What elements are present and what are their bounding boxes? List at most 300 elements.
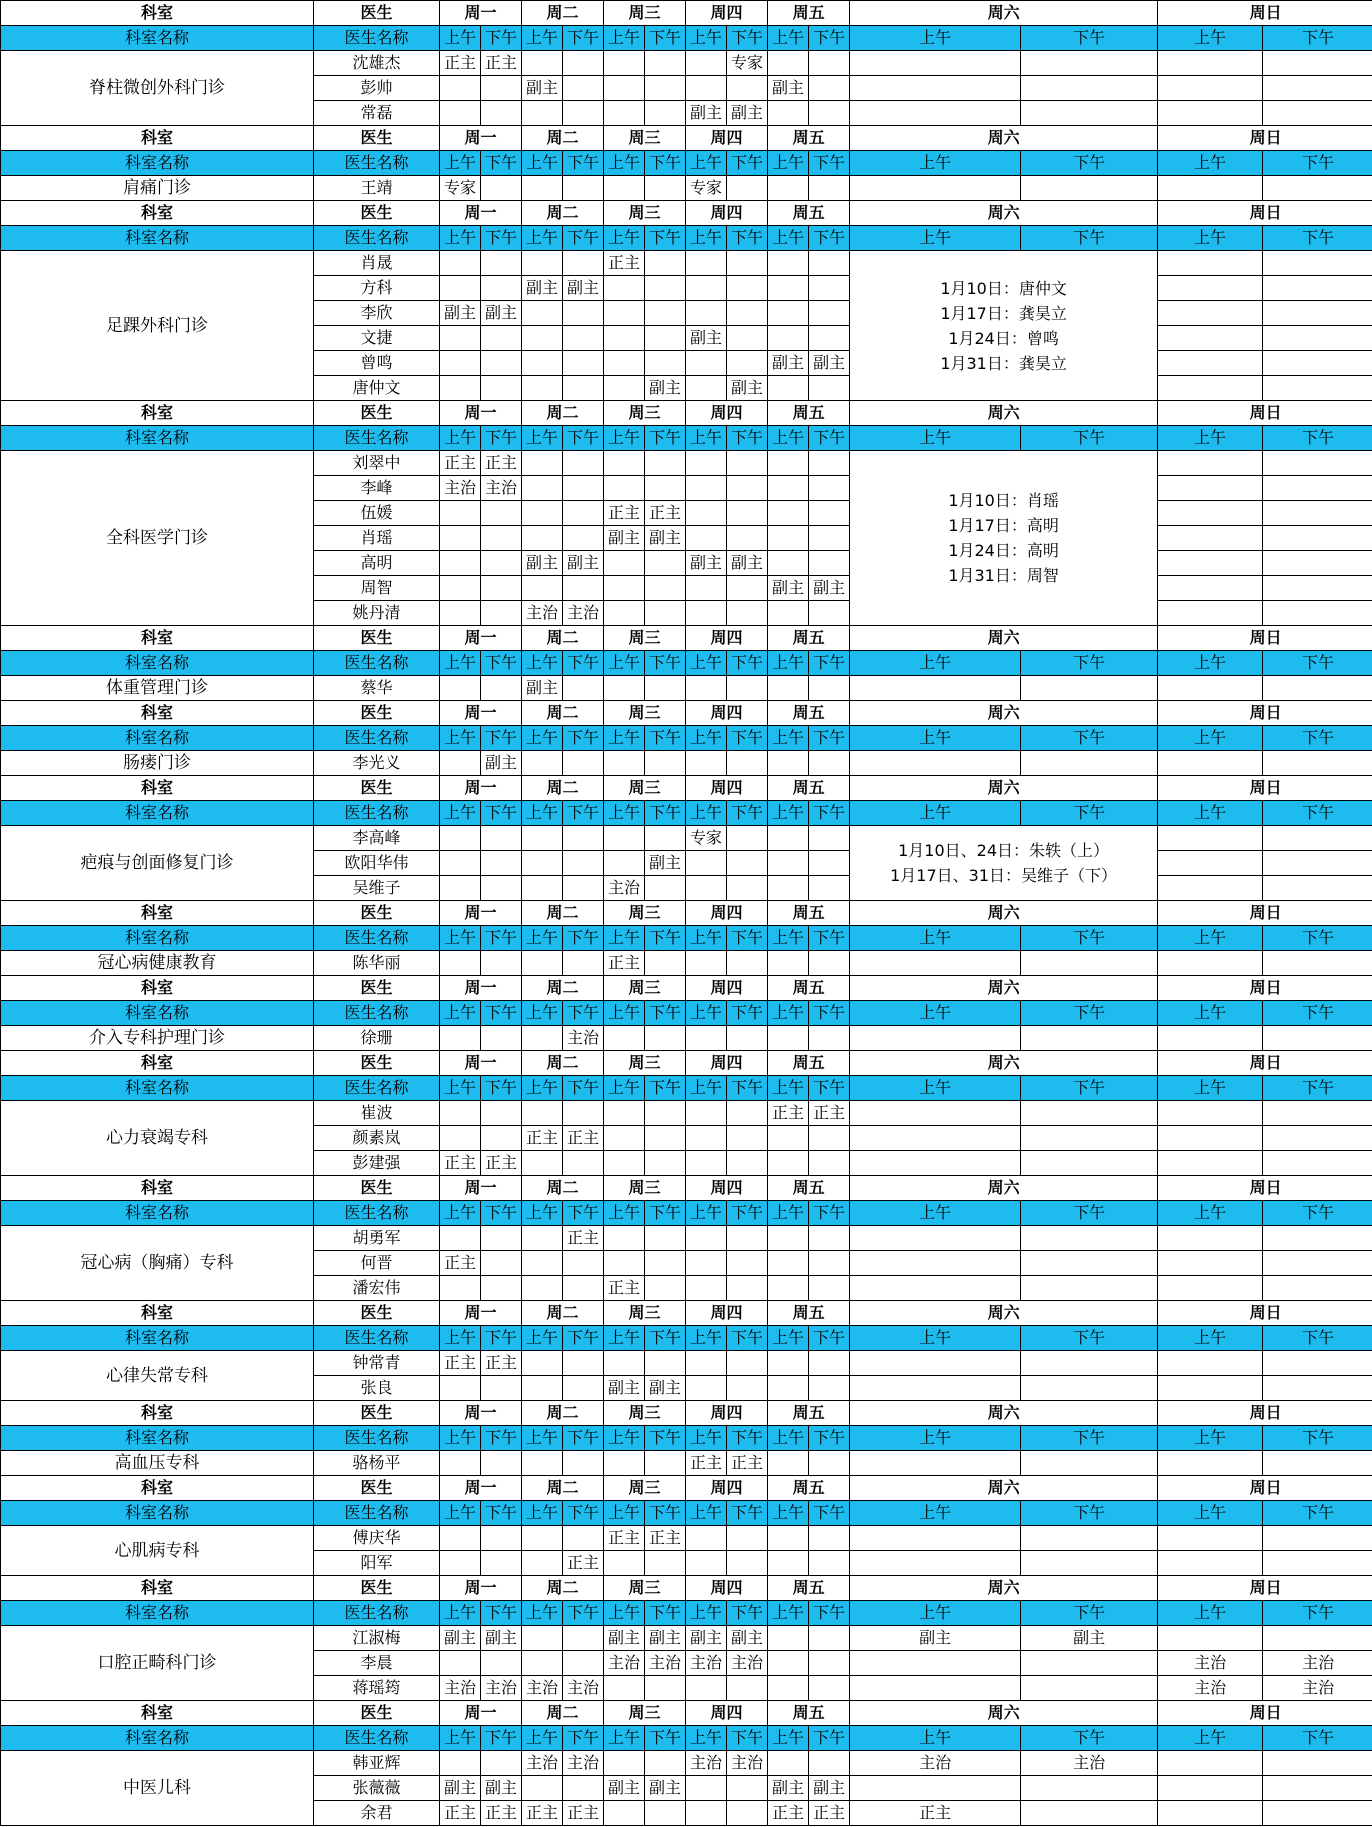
slot-cell — [850, 101, 1021, 126]
slot-cell — [727, 76, 768, 101]
slot-cell: 正主 — [563, 1226, 604, 1251]
slot-cell — [809, 676, 850, 701]
section-header-row — [1, 701, 1372, 726]
slot-cell: 副主 — [645, 1626, 686, 1651]
slot-cell — [440, 251, 481, 276]
subheader-pm: 下午 — [809, 1326, 850, 1351]
header-day: 周五 — [768, 401, 850, 426]
slot-cell — [481, 951, 522, 976]
slot-cell: 副主 — [563, 276, 604, 301]
slot-cell — [522, 1226, 563, 1251]
subheader-am: 上午 — [686, 1001, 727, 1026]
slot-cell — [768, 501, 809, 526]
slot-cell — [809, 276, 850, 301]
slot-cell — [727, 1801, 768, 1826]
slot-cell: 正主 — [481, 1351, 522, 1376]
slot-cell — [440, 826, 481, 851]
doctor-name: 彭帅 — [314, 76, 440, 101]
subheader-pm: 下午 — [645, 1076, 686, 1101]
department-name: 心力衰竭专科 — [1, 1101, 314, 1176]
slot-cell — [604, 826, 645, 851]
subheader-pm: 下午 — [1263, 151, 1372, 176]
slot-cell — [768, 276, 809, 301]
slot-cell: 副主 — [604, 1626, 645, 1651]
slot-cell — [481, 351, 522, 376]
slot-cell — [809, 876, 850, 901]
slot-cell — [1263, 451, 1372, 476]
header-day: 周六 — [850, 1701, 1158, 1726]
slot-cell — [1021, 1676, 1158, 1701]
slot-cell — [1263, 551, 1372, 576]
slot-cell — [686, 351, 727, 376]
subheader-pm: 下午 — [809, 426, 850, 451]
slot-cell — [563, 476, 604, 501]
slot-cell: 正主 — [522, 1126, 563, 1151]
header-dept: 科室 — [1, 626, 314, 651]
slot-cell — [850, 1526, 1021, 1551]
slot-cell — [850, 51, 1021, 76]
doctor-name: 钟常青 — [314, 1351, 440, 1376]
subheader-dept-name: 科室名称 — [1, 801, 314, 826]
slot-cell — [768, 1651, 809, 1676]
subheader-am: 上午 — [850, 1076, 1021, 1101]
slot-cell — [1263, 601, 1372, 626]
header-day: 周六 — [850, 776, 1158, 801]
slot-cell — [1158, 951, 1263, 976]
subheader-am: 上午 — [522, 151, 563, 176]
subheader-am: 上午 — [604, 1501, 645, 1526]
slot-cell — [522, 451, 563, 476]
subheader-pm: 下午 — [1021, 1601, 1158, 1626]
slot-cell — [1021, 1376, 1158, 1401]
slot-cell: 主治 — [481, 1676, 522, 1701]
slot-cell — [850, 751, 1021, 776]
slot-cell — [481, 876, 522, 901]
slot-cell — [686, 476, 727, 501]
slot-cell — [440, 1276, 481, 1301]
slot-cell — [1263, 1026, 1372, 1051]
slot-cell — [440, 851, 481, 876]
slot-cell — [686, 301, 727, 326]
header-day: 周四 — [686, 701, 768, 726]
subheader-am: 上午 — [768, 1201, 809, 1226]
slot-cell — [768, 301, 809, 326]
subheader-pm: 下午 — [1021, 1076, 1158, 1101]
doctor-row — [1, 1351, 1372, 1376]
slot-cell — [645, 1251, 686, 1276]
subheader-am: 上午 — [1158, 151, 1263, 176]
slot-cell — [727, 301, 768, 326]
doctor-name: 高明 — [314, 551, 440, 576]
header-day: 周一 — [440, 901, 522, 926]
header-day: 周三 — [604, 1401, 686, 1426]
subheader-pm: 下午 — [1263, 26, 1372, 51]
slot-cell — [1263, 1776, 1372, 1801]
slot-cell — [850, 1676, 1021, 1701]
slot-cell — [440, 1226, 481, 1251]
slot-cell — [809, 451, 850, 476]
subheader-dept-name: 科室名称 — [1, 1076, 314, 1101]
subheader-pm: 下午 — [1021, 1001, 1158, 1026]
subheader-am: 上午 — [522, 1326, 563, 1351]
slot-cell — [440, 501, 481, 526]
slot-cell — [563, 101, 604, 126]
slot-cell — [1263, 101, 1372, 126]
slot-cell — [809, 1526, 850, 1551]
header-day: 周六 — [850, 1, 1158, 26]
slot-cell — [522, 1551, 563, 1576]
slot-cell — [727, 1776, 768, 1801]
slot-cell — [809, 1626, 850, 1651]
slot-cell — [1158, 1151, 1263, 1176]
slot-cell — [481, 1451, 522, 1476]
slot-cell — [809, 1676, 850, 1701]
slot-cell — [686, 1251, 727, 1276]
slot-cell — [604, 451, 645, 476]
subheader-dept-name: 科室名称 — [1, 226, 314, 251]
subheader-am: 上午 — [440, 801, 481, 826]
slot-cell — [604, 51, 645, 76]
header-day: 周一 — [440, 626, 522, 651]
slot-cell — [727, 176, 768, 201]
subheader-am: 上午 — [768, 801, 809, 826]
header-doctor: 医生 — [314, 1301, 440, 1326]
slot-cell — [1158, 276, 1263, 301]
slot-cell — [727, 876, 768, 901]
slot-cell — [809, 301, 850, 326]
slot-cell — [1158, 451, 1263, 476]
slot-cell — [522, 826, 563, 851]
slot-cell — [440, 676, 481, 701]
slot-cell — [1263, 1351, 1372, 1376]
section-subheader-row — [1, 151, 1372, 176]
slot-cell — [768, 1276, 809, 1301]
section-header-row — [1, 126, 1372, 151]
doctor-name: 蒋瑶筠 — [314, 1676, 440, 1701]
header-day: 周日 — [1158, 126, 1372, 151]
slot-cell — [440, 1101, 481, 1126]
slot-cell — [686, 51, 727, 76]
header-day: 周四 — [686, 1476, 768, 1501]
slot-cell — [604, 1801, 645, 1826]
subheader-pm: 下午 — [809, 226, 850, 251]
slot-cell — [1263, 476, 1372, 501]
slot-cell — [481, 551, 522, 576]
doctor-name: 何晋 — [314, 1251, 440, 1276]
subheader-am: 上午 — [686, 1726, 727, 1751]
slot-cell — [604, 1226, 645, 1251]
slot-cell — [1263, 826, 1372, 851]
slot-cell — [1263, 1751, 1372, 1776]
doctor-row — [1, 1751, 1372, 1776]
header-day: 周日 — [1158, 1176, 1372, 1201]
doctor-name: 李高峰 — [314, 826, 440, 851]
header-day: 周三 — [604, 1701, 686, 1726]
subheader-dept-name: 科室名称 — [1, 426, 314, 451]
subheader-pm: 下午 — [1263, 1201, 1372, 1226]
header-day: 周一 — [440, 1576, 522, 1601]
doctor-name: 李欣 — [314, 301, 440, 326]
slot-cell — [727, 751, 768, 776]
slot-cell: 主治 — [563, 601, 604, 626]
slot-cell: 主治 — [1263, 1651, 1372, 1676]
doctor-row — [1, 951, 1372, 976]
header-day: 周四 — [686, 1051, 768, 1076]
slot-cell: 副主 — [809, 1776, 850, 1801]
slot-cell — [1263, 1376, 1372, 1401]
slot-cell — [1021, 1226, 1158, 1251]
subheader-pm: 下午 — [645, 1501, 686, 1526]
slot-cell — [1158, 1451, 1263, 1476]
section-header-row — [1, 626, 1372, 651]
subheader-pm: 下午 — [809, 1076, 850, 1101]
section-header-row — [1, 1051, 1372, 1076]
subheader-pm: 下午 — [645, 1001, 686, 1026]
slot-cell — [522, 526, 563, 551]
slot-cell — [768, 826, 809, 851]
slot-cell — [809, 526, 850, 551]
slot-cell: 副主 — [686, 1626, 727, 1651]
department-name: 冠心病（胸痛）专科 — [1, 1226, 314, 1301]
section-subheader-row — [1, 1001, 1372, 1026]
slot-cell: 主治 — [440, 476, 481, 501]
subheader-doctor-name: 医生名称 — [314, 426, 440, 451]
header-day: 周二 — [522, 401, 604, 426]
slot-cell — [768, 1676, 809, 1701]
subheader-am: 上午 — [604, 1726, 645, 1751]
doctor-name: 王靖 — [314, 176, 440, 201]
subheader-am: 上午 — [522, 726, 563, 751]
slot-cell — [481, 576, 522, 601]
slot-cell: 副主 — [481, 1626, 522, 1651]
slot-cell — [563, 676, 604, 701]
subheader-pm: 下午 — [481, 1001, 522, 1026]
header-day: 周三 — [604, 1051, 686, 1076]
slot-cell — [1021, 1351, 1158, 1376]
slot-cell — [727, 276, 768, 301]
slot-cell — [768, 326, 809, 351]
doctor-name: 颜素岚 — [314, 1126, 440, 1151]
subheader-am: 上午 — [604, 426, 645, 451]
subheader-pm: 下午 — [809, 1601, 850, 1626]
slot-cell — [604, 276, 645, 301]
slot-cell — [686, 1351, 727, 1376]
slot-cell: 正主 — [563, 1551, 604, 1576]
slot-cell — [850, 1651, 1021, 1676]
slot-cell — [440, 876, 481, 901]
slot-cell — [481, 676, 522, 701]
slot-cell: 副主 — [645, 851, 686, 876]
slot-cell — [686, 451, 727, 476]
subheader-pm: 下午 — [481, 801, 522, 826]
slot-cell — [563, 351, 604, 376]
slot-cell — [604, 576, 645, 601]
slot-cell — [768, 601, 809, 626]
header-day: 周日 — [1158, 1401, 1372, 1426]
header-day: 周四 — [686, 1, 768, 26]
slot-cell — [686, 951, 727, 976]
doctor-row — [1, 751, 1372, 776]
slot-cell: 正主 — [440, 51, 481, 76]
slot-cell — [1021, 1276, 1158, 1301]
slot-cell — [1263, 376, 1372, 401]
department-name: 中医儿科 — [1, 1751, 314, 1826]
slot-cell — [645, 1151, 686, 1176]
slot-cell — [1263, 876, 1372, 901]
subheader-pm: 下午 — [809, 1426, 850, 1451]
slot-cell — [440, 76, 481, 101]
slot-cell — [1021, 1451, 1158, 1476]
slot-cell — [604, 551, 645, 576]
section-subheader-row — [1, 651, 1372, 676]
header-dept: 科室 — [1, 776, 314, 801]
subheader-doctor-name: 医生名称 — [314, 926, 440, 951]
header-day: 周日 — [1158, 201, 1372, 226]
header-day: 周二 — [522, 201, 604, 226]
slot-cell: 主治 — [440, 1676, 481, 1701]
subheader-am: 上午 — [1158, 1201, 1263, 1226]
slot-cell — [522, 1376, 563, 1401]
slot-cell — [604, 476, 645, 501]
header-day: 周日 — [1158, 901, 1372, 926]
slot-cell: 副主 — [809, 351, 850, 376]
slot-cell — [1263, 851, 1372, 876]
subheader-am: 上午 — [850, 1001, 1021, 1026]
subheader-doctor-name: 医生名称 — [314, 1076, 440, 1101]
slot-cell — [768, 551, 809, 576]
header-day: 周五 — [768, 776, 850, 801]
doctor-name: 吴维子 — [314, 876, 440, 901]
slot-cell: 正主 — [645, 1526, 686, 1551]
slot-cell — [1263, 1226, 1372, 1251]
subheader-am: 上午 — [440, 1501, 481, 1526]
slot-cell — [1158, 1751, 1263, 1776]
subheader-am: 上午 — [1158, 926, 1263, 951]
subheader-am: 上午 — [440, 1726, 481, 1751]
subheader-am: 上午 — [850, 651, 1021, 676]
slot-cell — [850, 1376, 1021, 1401]
section-header-row — [1, 1576, 1372, 1601]
subheader-pm: 下午 — [563, 1501, 604, 1526]
slot-cell — [809, 376, 850, 401]
header-day: 周一 — [440, 701, 522, 726]
section-subheader-row — [1, 1726, 1372, 1751]
slot-cell — [768, 1376, 809, 1401]
slot-cell — [727, 251, 768, 276]
doctor-name: 李光义 — [314, 751, 440, 776]
slot-cell — [645, 576, 686, 601]
slot-cell — [1158, 51, 1263, 76]
slot-cell — [1158, 176, 1263, 201]
subheader-am: 上午 — [522, 801, 563, 826]
slot-cell: 正主 — [481, 51, 522, 76]
subheader-pm: 下午 — [809, 1726, 850, 1751]
slot-cell — [1263, 1526, 1372, 1551]
slot-cell — [1263, 1626, 1372, 1651]
header-day: 周日 — [1158, 1051, 1372, 1076]
subheader-dept-name: 科室名称 — [1, 926, 314, 951]
header-day: 周三 — [604, 1476, 686, 1501]
header-day: 周二 — [522, 1, 604, 26]
slot-cell — [1158, 1276, 1263, 1301]
slot-cell: 正主 — [481, 1151, 522, 1176]
header-day: 周四 — [686, 1401, 768, 1426]
doctor-name: 江淑梅 — [314, 1626, 440, 1651]
subheader-pm: 下午 — [727, 1201, 768, 1226]
doctor-name: 彭建强 — [314, 1151, 440, 1176]
subheader-doctor-name: 医生名称 — [314, 26, 440, 51]
header-day: 周四 — [686, 126, 768, 151]
section-subheader-row — [1, 26, 1372, 51]
subheader-doctor-name: 医生名称 — [314, 151, 440, 176]
slot-cell: 主治 — [645, 1651, 686, 1676]
slot-cell: 副主 — [645, 526, 686, 551]
slot-cell — [522, 351, 563, 376]
subheader-am: 上午 — [768, 226, 809, 251]
slot-cell — [522, 1651, 563, 1676]
slot-cell — [1021, 1126, 1158, 1151]
subheader-am: 上午 — [1158, 226, 1263, 251]
slot-cell — [768, 1151, 809, 1176]
header-day: 周日 — [1158, 1, 1372, 26]
slot-cell — [1158, 1801, 1263, 1826]
slot-cell: 副主 — [768, 76, 809, 101]
doctor-row — [1, 1526, 1372, 1551]
slot-cell — [686, 1526, 727, 1551]
slot-cell — [686, 1551, 727, 1576]
slot-cell: 副主 — [727, 551, 768, 576]
slot-cell — [768, 751, 809, 776]
slot-cell — [645, 276, 686, 301]
slot-cell — [440, 601, 481, 626]
subheader-doctor-name: 医生名称 — [314, 1326, 440, 1351]
header-day: 周二 — [522, 1476, 604, 1501]
header-day: 周一 — [440, 1, 522, 26]
slot-cell — [1158, 1776, 1263, 1801]
slot-cell: 专家 — [686, 826, 727, 851]
slot-cell — [686, 501, 727, 526]
header-day: 周六 — [850, 976, 1158, 1001]
slot-cell — [604, 1026, 645, 1051]
slot-cell — [1263, 1451, 1372, 1476]
header-doctor: 医生 — [314, 901, 440, 926]
header-day: 周五 — [768, 1476, 850, 1501]
slot-cell — [809, 1251, 850, 1276]
slot-cell: 主治 — [850, 1751, 1021, 1776]
section-subheader-row — [1, 426, 1372, 451]
slot-cell — [809, 1226, 850, 1251]
subheader-am: 上午 — [604, 1201, 645, 1226]
subheader-pm: 下午 — [563, 801, 604, 826]
slot-cell — [1158, 551, 1263, 576]
slot-cell — [440, 526, 481, 551]
header-day: 周五 — [768, 1401, 850, 1426]
slot-cell — [563, 1251, 604, 1276]
slot-cell: 主治 — [563, 1676, 604, 1701]
doctor-name: 唐仲文 — [314, 376, 440, 401]
header-day: 周日 — [1158, 1576, 1372, 1601]
subheader-am: 上午 — [522, 1726, 563, 1751]
subheader-am: 上午 — [686, 1076, 727, 1101]
slot-cell — [645, 601, 686, 626]
subheader-am: 上午 — [850, 151, 1021, 176]
doctor-name: 阳军 — [314, 1551, 440, 1576]
header-dept: 科室 — [1, 1051, 314, 1076]
slot-cell — [645, 876, 686, 901]
slot-cell — [1263, 326, 1372, 351]
doctor-row — [1, 1226, 1372, 1251]
slot-cell — [809, 851, 850, 876]
